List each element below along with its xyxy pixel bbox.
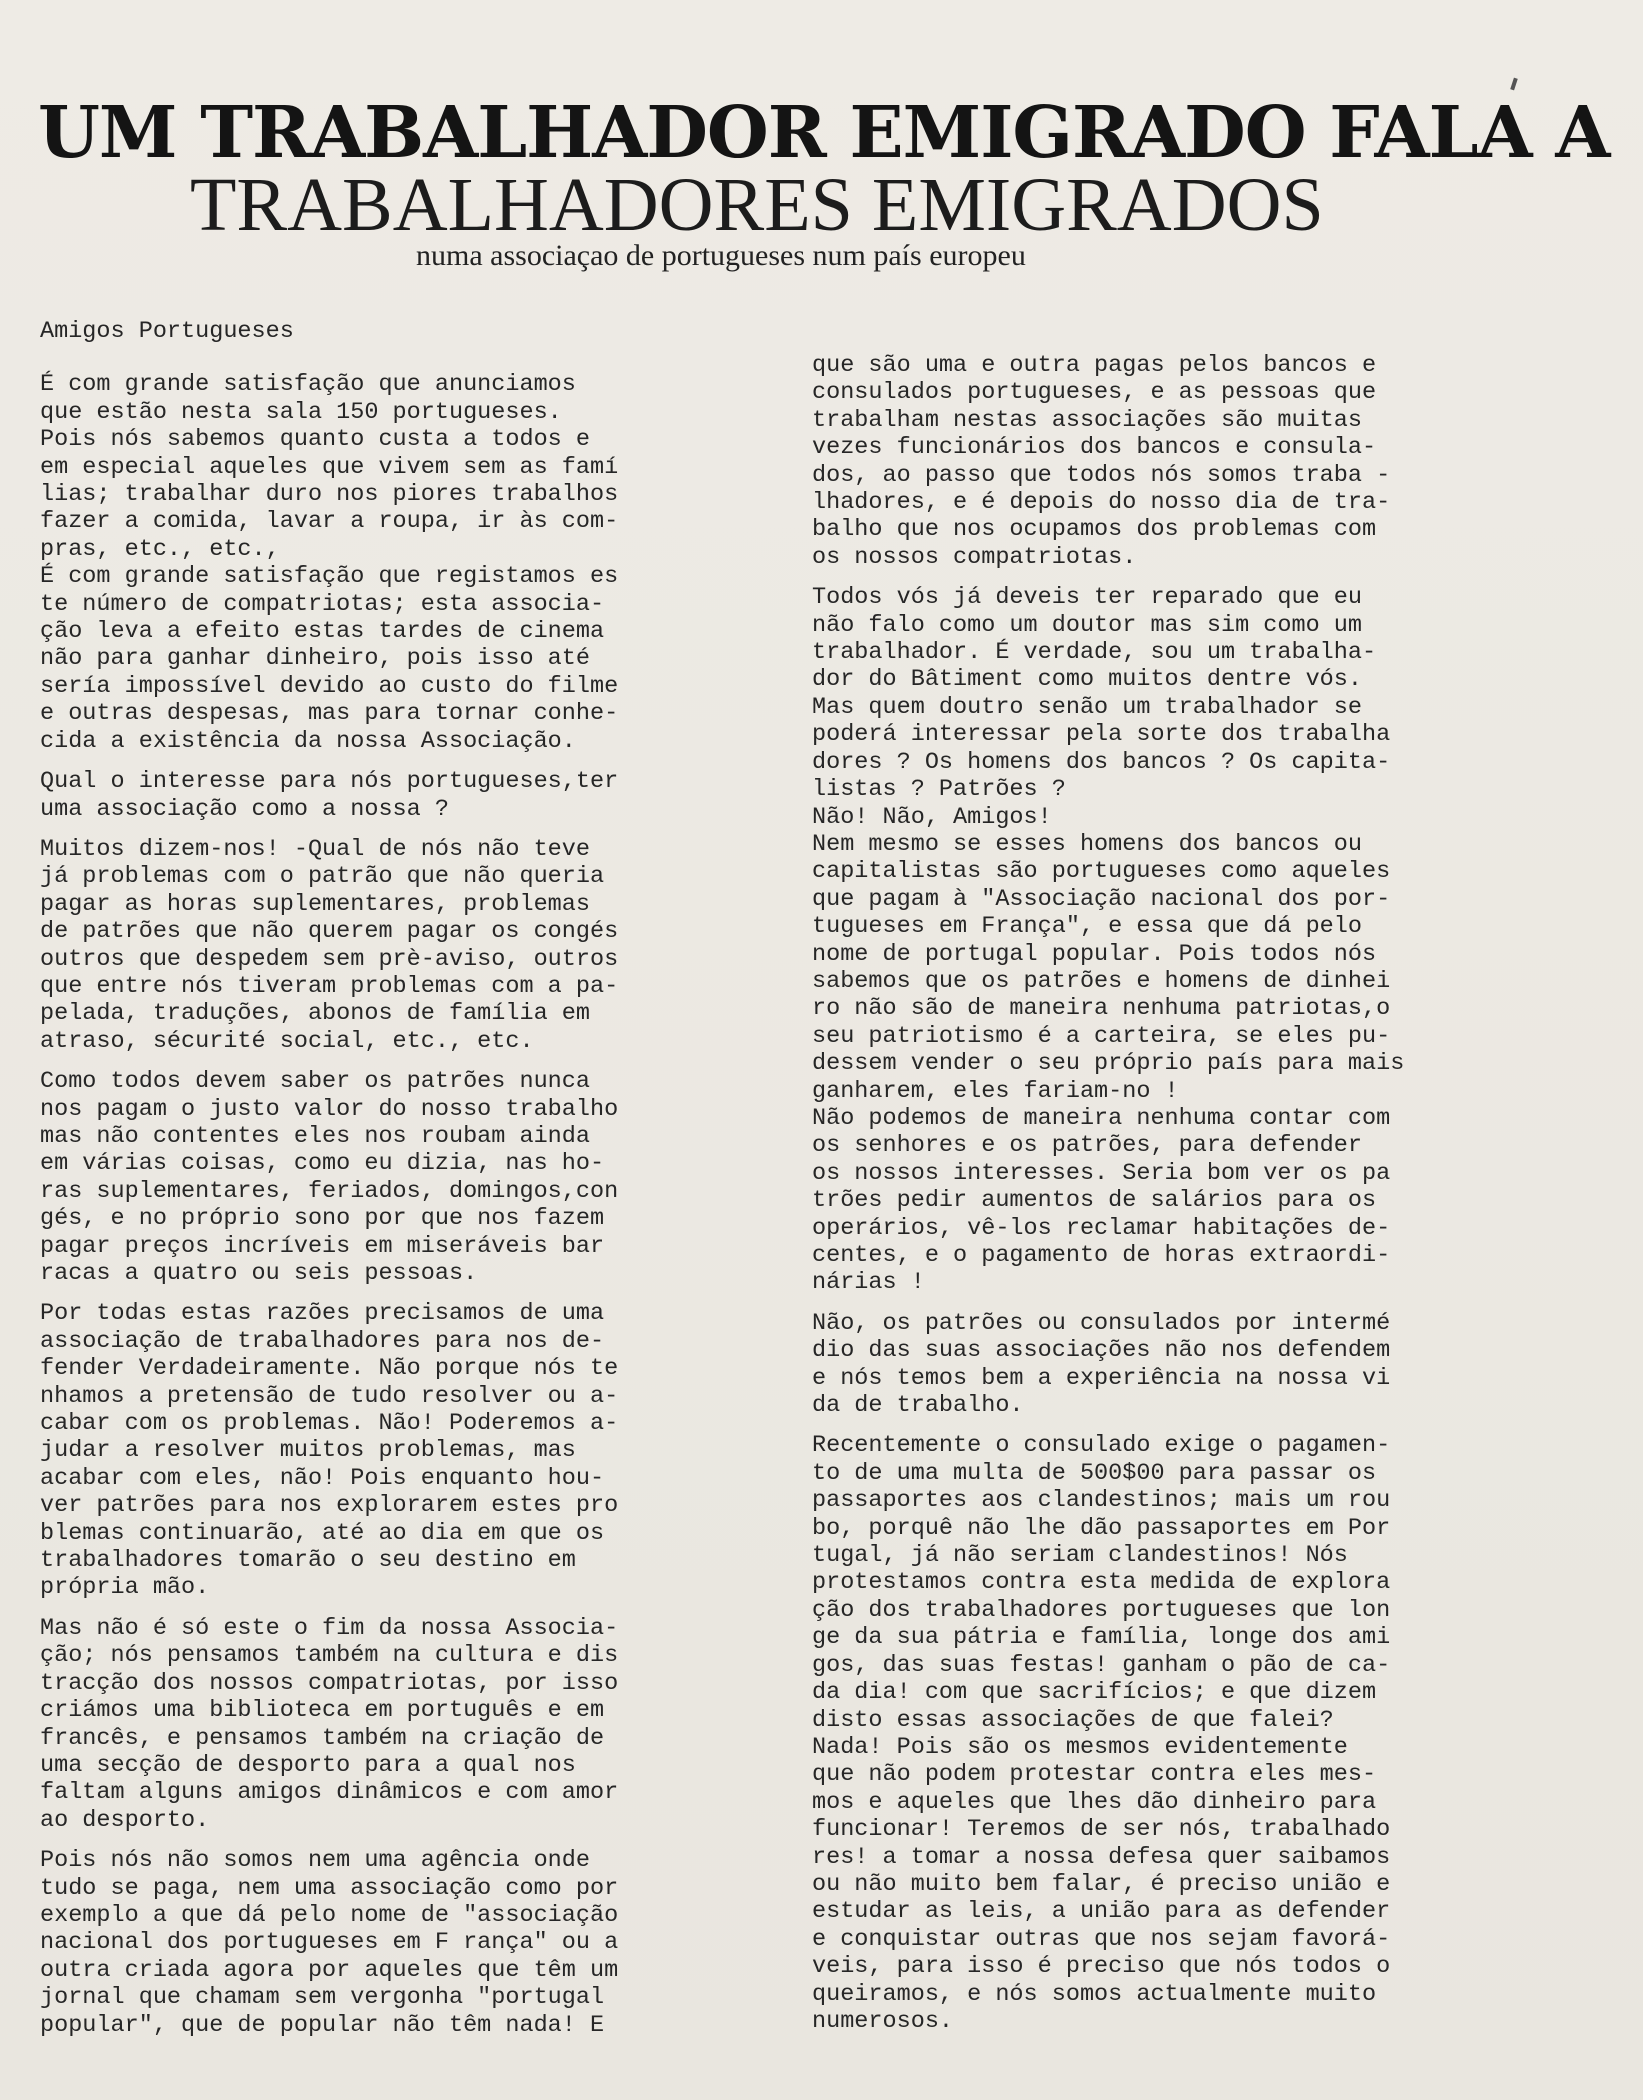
text-line: nos pagam o justo valor do nosso trabalho	[40, 1095, 619, 1123]
text-line: outros que despedem sem prè-aviso, outros	[40, 945, 619, 973]
right-text-column	[812, 352, 1530, 2048]
text-line: É com grande satisfação que registamos es	[40, 563, 619, 591]
text-line: Mas não é só este o fim da nossa Associa-	[40, 1614, 619, 1642]
left-paragraphs	[40, 371, 740, 2039]
text-line: gos, das suas festas! ganham o pão de ca-	[812, 1651, 1391, 1679]
text-line: poderá interessar pela sorte dos trabalha	[812, 721, 1391, 749]
text-line: lias; trabalhar duro nos piores trabalhos	[40, 481, 619, 509]
text-line: ao desporto.	[40, 1806, 210, 1834]
text-line: cida a existência da nossa Associação.	[40, 727, 576, 755]
right-paragraphs	[812, 352, 1530, 2035]
text-line: Não podemos de maneira nenhuma contar com	[812, 1104, 1391, 1132]
text-line: centes, e o pagamento de horas extraordi-	[812, 1242, 1391, 1269]
text-line: sería impossível devido ao custo do filme	[40, 672, 619, 700]
text-line: em várias coisas, como eu dizia, nas ho-	[40, 1150, 605, 1178]
text-line: mos e aqueles que lhes dão dinheiro para	[812, 1788, 1377, 1816]
text-line: estudar as leis, a união para as defender	[812, 1898, 1391, 1926]
text-line: exemplo a que dá pelo nome de "associação	[40, 1901, 619, 1929]
text-line: Qual o interesse para nós portugueses,ter	[40, 768, 619, 796]
text-line: res! a tomar a nossa defesa quer saibamos	[812, 1843, 1391, 1871]
text-line: pagar preços incríveis em miseráveis bar	[40, 1232, 605, 1260]
paragraph	[812, 1432, 1530, 2035]
text-line: nárias !	[812, 1269, 925, 1297]
text-line: ção; nós pensamos também na cultura e dis	[40, 1642, 619, 1670]
text-line: Pois nós sabemos quanto custa a todos e	[40, 426, 590, 454]
text-line: atraso, sécurité social, etc., etc.	[40, 1027, 534, 1055]
text-line: própria mão.	[40, 1574, 210, 1602]
text-line: nhamos a pretensão de tudo resolver ou a-	[40, 1382, 619, 1410]
text-line: Não, os patrões ou consulados por intermé	[812, 1309, 1391, 1337]
text-line: pelada, traduções, abonos de família em	[40, 1000, 590, 1028]
left-text-column	[40, 318, 740, 2052]
text-line: Mas quem doutro senão um trabalhador se	[812, 693, 1362, 721]
text-line: pagar as horas suplementares, problemas	[40, 890, 590, 918]
text-line: operários, vê-los reclamar habitações de-	[812, 1214, 1391, 1242]
text-line: que são uma e outra pagas pelos bancos e	[812, 352, 1377, 379]
text-line: em especial aqueles que vivem sem as famí	[40, 453, 619, 481]
text-line: criámos uma biblioteca em português e em	[40, 1697, 605, 1725]
text-line: dores ? Os homens dos bancos ? Os capita-	[812, 748, 1391, 776]
text-line: Nada! Pois são os mesmos evidentemente	[812, 1733, 1348, 1761]
text-line: da de trabalho.	[812, 1392, 1024, 1420]
text-line: francês, e pensamos também na criação de	[40, 1724, 605, 1752]
text-line: bo, porquê não lhe dão passaportes em Por	[812, 1514, 1391, 1542]
text-line: trões pedir aumentos de salários para os	[812, 1187, 1377, 1215]
paragraph	[40, 1847, 740, 2039]
text-line: listas ? Patrões ?	[812, 776, 1066, 804]
text-line: consulados portugueses, e as pessoas que	[812, 379, 1377, 407]
text-line: seu patriotismo é a carteira, se eles pu-	[812, 1022, 1391, 1050]
text-line: tudo se paga, nem uma associação como por	[40, 1874, 619, 1902]
text-line: trabalhadores tomarão o seu destino em	[40, 1547, 576, 1575]
paragraph	[40, 1068, 740, 1287]
headline-line-2: TRABALHADORES EMIGRADOS	[190, 163, 1324, 247]
text-line: mas não contentes eles nos roubam ainda	[40, 1122, 590, 1150]
text-line: veis, para isso é preciso que nós todos o	[812, 1953, 1391, 1981]
text-line: ro não são de maneira nenhuma patriotas,o	[812, 995, 1391, 1023]
paragraph	[40, 768, 740, 823]
salutation: Amigos Portugueses	[40, 318, 294, 345]
text-line: ou não muito bem falar, é preciso união e	[812, 1870, 1391, 1898]
text-line: É com grande satisfação que anunciamos	[40, 371, 576, 399]
text-line: Pois nós não somos nem uma agência onde	[40, 1847, 590, 1875]
text-line: Não! Não, Amigos!	[812, 803, 1052, 831]
text-line: uma secção de desporto para a qual nos	[40, 1751, 576, 1779]
text-line: disto essas associações de que falei?	[812, 1706, 1334, 1734]
text-line: popular", que de popular não têm nada! E	[40, 2011, 605, 2039]
text-line: fender Verdadeiramente. Não porque nós te	[40, 1355, 619, 1383]
text-line: capitalistas são portugueses como aqueles	[812, 858, 1391, 886]
headline-line-1: UM TRABALHADOR EMIGRADO FALA A	[38, 90, 1610, 174]
text-line: dio das suas associações não nos defendem	[812, 1337, 1391, 1365]
text-line: trabalhador. É verdade, sou um trabalha-	[812, 639, 1377, 667]
text-line: os nossos interesses. Seria bom ver os pa	[812, 1159, 1391, 1187]
text-line: da dia! com que sacrifícios; e que dizem	[812, 1679, 1377, 1707]
text-line: gés, e no próprio sono por que nos fazem	[40, 1205, 605, 1233]
text-line: jornal que chamam sem vergonha "portugal	[40, 1984, 605, 2012]
paragraph	[40, 1615, 740, 1834]
text-line: e outras despesas, mas para tornar conhe-	[40, 700, 619, 728]
text-line: já problemas com o patrão que não queria	[40, 863, 605, 891]
text-line: dessem vender o seu próprio país para mais	[812, 1050, 1405, 1078]
text-line: que entre nós tiveram problemas com a pa-	[40, 972, 619, 1000]
text-line: e nós temos bem a experiência na nossa vi	[812, 1364, 1391, 1392]
text-line: que estão nesta sala 150 portugueses.	[40, 398, 562, 426]
text-line: ras suplementares, feriados, domingos,con	[40, 1177, 619, 1205]
text-line: balho que nos ocupamos dos problemas com	[812, 516, 1377, 544]
text-line: Como todos devem saber os patrões nunca	[40, 1068, 590, 1096]
text-line: Muitos dizem-nos! -Qual de nós não teve	[40, 835, 590, 863]
text-line: protestamos contra esta medida de explora	[812, 1569, 1391, 1597]
paragraph	[40, 836, 740, 1055]
text-line: ver patrões para nos explorarem estes pro	[40, 1492, 619, 1520]
text-line: to de uma multa de 500$00 para passar os	[812, 1459, 1377, 1487]
text-line: passaportes aos clandestinos; mais um rou	[812, 1487, 1391, 1515]
text-line: tugueses em França", e essa que dá pelo	[812, 913, 1362, 941]
paragraph	[812, 352, 1530, 571]
subheadline: numa associaçao de portugueses num país europeu	[416, 239, 1026, 272]
text-line: numerosos.	[812, 2007, 954, 2035]
text-line: funcionar! Teremos de ser nós, trabalhado	[812, 1816, 1391, 1844]
text-line: te número de compatriotas; esta associa-	[40, 590, 605, 618]
text-line: fazer a comida, lavar a roupa, ir às com-	[40, 508, 619, 536]
text-line: não para ganhar dinheiro, pois isso até	[40, 645, 590, 673]
ink-speck	[1510, 78, 1518, 91]
text-line: que pagam à "Associação nacional dos por-	[812, 885, 1391, 913]
paragraph	[812, 1310, 1530, 1420]
text-line: Todos vós já deveis ter reparado que eu	[812, 584, 1362, 612]
text-line: dos, ao passo que todos nós somos traba -	[812, 461, 1391, 489]
text-line: dor do Bâtiment como muitos dentre vós.	[812, 666, 1362, 694]
text-line: ção leva a efeito estas tardes de cinema	[40, 618, 605, 646]
text-line: não falo como um doutor mas sim como um	[812, 611, 1362, 639]
text-line: Por todas estas razões precisamos de uma	[40, 1300, 605, 1328]
text-line: uma associação como a nossa ?	[40, 795, 449, 823]
text-line: nome de portugal popular. Pois todos nós	[812, 940, 1377, 968]
text-line: que não podem protestar contra eles mes-	[812, 1761, 1377, 1789]
text-line: lhadores, e é depois do nosso dia de tra-	[812, 489, 1391, 517]
text-line: tugal, já não seriam clandestinos! Nós	[812, 1542, 1348, 1570]
text-line: Recentemente o consulado exige o pagamen-	[812, 1432, 1391, 1460]
text-line: trabalham nestas associações são muitas	[812, 406, 1362, 434]
text-line: os senhores e os patrões, para defender	[812, 1132, 1362, 1160]
text-line: tracção dos nossos compatriotas, por isso	[40, 1669, 619, 1697]
text-line: acabar com eles, não! Pois enquanto hou-	[40, 1464, 605, 1492]
paragraph	[40, 371, 740, 755]
text-line: racas a quatro ou seis pessoas.	[40, 1260, 478, 1287]
text-line: pras, etc., etc.,	[40, 535, 280, 563]
text-line: vezes funcionários dos bancos e consula-	[812, 434, 1377, 462]
text-line: blemas continuarão, até ao dia em que os	[40, 1519, 605, 1547]
text-line: faltam alguns amigos dinâmicos e com amor	[40, 1779, 619, 1807]
text-line: de patrões que não querem pagar os congés	[40, 918, 619, 946]
text-line: outra criada agora por aqueles que têm um	[40, 1956, 619, 1984]
text-line: sabemos que os patrões e homens de dinhei	[812, 967, 1391, 995]
text-line: associação de trabalhadores para nos de-	[40, 1327, 605, 1355]
text-line: judar a resolver muitos problemas, mas	[40, 1437, 576, 1465]
text-line: ção dos trabalhadores portugueses que lon	[812, 1596, 1391, 1624]
paragraph	[812, 584, 1530, 1297]
paragraph	[40, 1300, 740, 1601]
text-line: ganharem, eles fariam-no !	[812, 1077, 1179, 1105]
text-line: queiramos, e nós somos actualmente muito	[812, 1980, 1377, 2008]
text-line: ge da sua pátria e família, longe dos ami	[812, 1624, 1391, 1652]
text-line: cabar com os problemas. Não! Poderemos a-	[40, 1410, 619, 1438]
text-line: nacional dos portugueses em F rança" ou a	[40, 1929, 619, 1957]
text-line: e conquistar outras que nos sejam favorá-	[812, 1925, 1391, 1953]
text-line: os nossos compatriotas.	[812, 543, 1137, 571]
text-line: Nem mesmo se esses homens dos bancos ou	[812, 830, 1362, 858]
